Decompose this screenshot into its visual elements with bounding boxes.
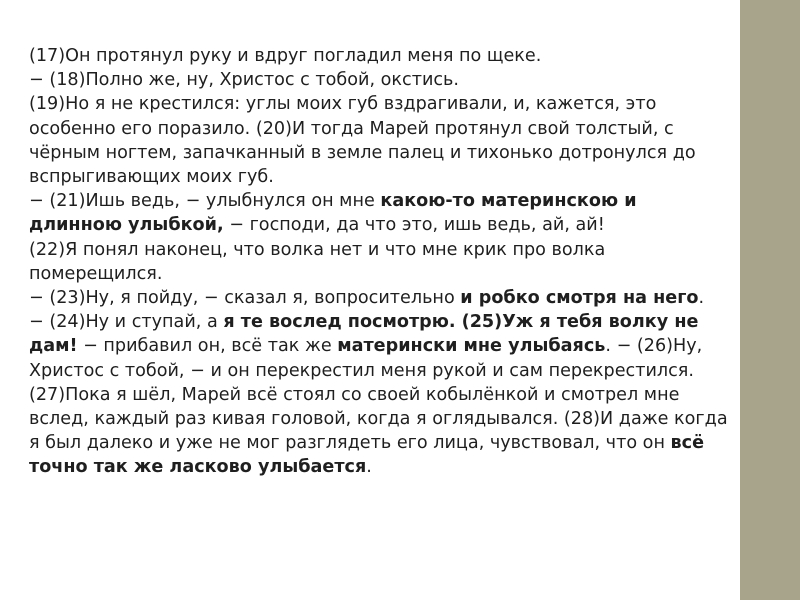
text-run: . − (26)Ну, Христос с тобой, − и он перекрестил меня рукой и сам перекрестился. [29, 336, 703, 381]
text-run: . [366, 457, 372, 478]
paragraph-22 [29, 238, 729, 286]
text-run: (19)Но я не крестился: углы моих губ вздрагивали, и, кажется, это особенно его поразило. (20)И тогда Марей протянул свой толстый, с чёрным ногтем, запачканный в земле палец и тихонько дотронулся до вспрыгивающих моих губ. [29, 94, 696, 188]
text-run: − (18)Полно же, ну, Христос с тобой, окстись. [29, 70, 460, 91]
bold-run: какою-то материнскою и длинною улыбкой, [29, 191, 637, 236]
text-run: (17)Он протянул руку и вдруг погладил меня по щеке. [29, 46, 542, 66]
text-run: (27)Пока я шёл, Марей всё стоял со своей кобылёнкой и смотрел мне вслед, каждый раз кивая головой, когда я оглядывался. (28)И даже когда я был далеко и уже не мог разглядеть его лица, чувствовал, что он [29, 384, 728, 454]
text-run: . [698, 288, 705, 309]
side-band [740, 0, 800, 600]
text-run: − (21)Ишь ведь, − улыбнулся он мне [29, 191, 381, 212]
bold-run: и робко смотря на него [460, 288, 699, 309]
text-run: − прибавил он, всё так же [77, 336, 338, 357]
text-run: − (24)Ну и ступай, а [29, 312, 224, 333]
bold-run: всё точно так же ласково улыбается [29, 433, 705, 478]
paragraph-21 [29, 189, 729, 237]
text-run: (22)Я понял наконец, что волка нет и что мне крик про волка померещился. [29, 239, 606, 284]
text-line [29, 44, 729, 68]
bold-run: я те вослед посмотрю. (25)Уж я тебя волку не дам! [29, 312, 699, 357]
text-line [29, 68, 729, 92]
bold-run: матерински мне улыбаясь [337, 336, 606, 357]
text-block [29, 44, 729, 480]
text-run: − господи, да что это, ишь ведь, ай, ай! [223, 215, 605, 236]
paragraph-23 [29, 286, 729, 310]
text-run: − (23)Ну, я пойду, − сказал я, вопросительно [29, 288, 461, 309]
paragraph-24-26 [29, 310, 729, 383]
paragraph-27-28 [29, 383, 729, 480]
paragraph-19-20 [29, 92, 729, 189]
